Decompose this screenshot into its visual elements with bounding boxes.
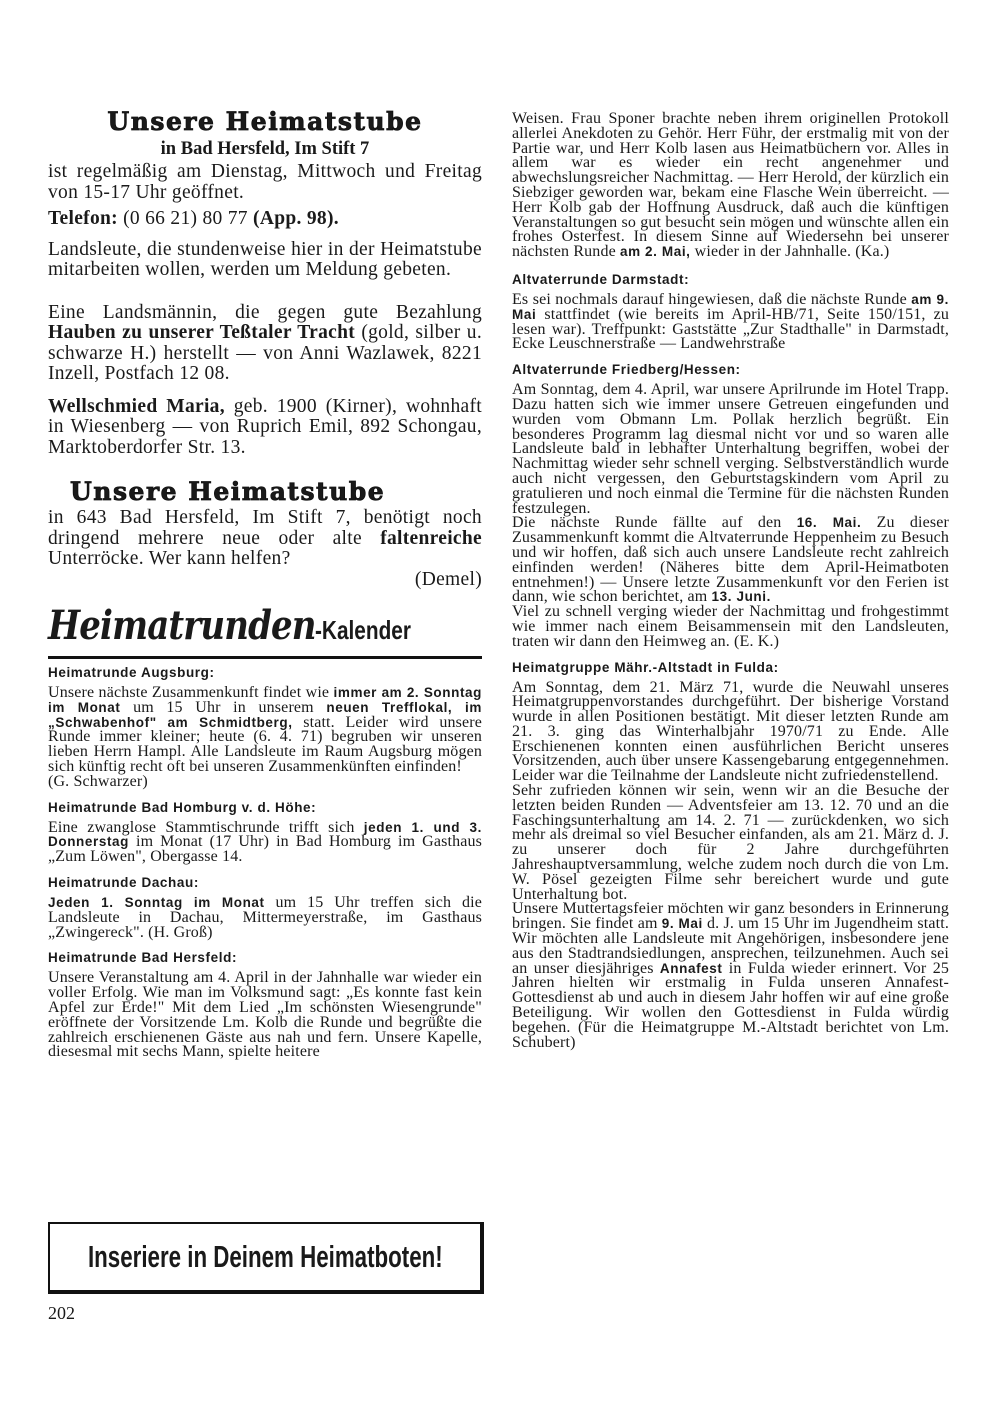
bold-text: 13. Juni. (711, 589, 771, 605)
right-sections (512, 272, 949, 1050)
text-run: (0 66 21) 80 77 (117, 208, 254, 229)
advertisement-text: Inseriere in Deinem Heimatboten! (87, 1239, 443, 1274)
text-run: Eine zwanglose Stammtischrunde trifft sich (48, 818, 364, 836)
bold-text: am 9. Mai (512, 291, 949, 322)
section-text (48, 971, 482, 1060)
divider (48, 656, 482, 659)
text-run: geb. 1900 (Kirner), wohnhaft in Wiesenberg — von Ruprich Emil, 892 Schongau, Marktoberdorfer Str. 13. (48, 395, 482, 458)
heimatstube-title-2: Unsere Heimatstube (70, 477, 386, 506)
text-run: Eine Landsmännin, die gegen gute Bezahlung (48, 301, 482, 323)
text-run: Zu dieser Zusammenkunft kommt die Altvaterrunde Heppenheim zu Besuch und wir hoffen, daß sich auch unsere Landsleute recht zahlreich einfinden werden! (Näheres bitte dem April-Heimatboten entnehmen!) — Unsere letzte Zusammenkunft vor den Ferien ist dann, wie schon berichtet, am (512, 514, 949, 606)
text-run: Unsere nächste Zusammenkunft findet wie (48, 684, 334, 701)
bold-text: 16. Mai. (796, 515, 862, 531)
unterroecke-notice (48, 508, 482, 570)
text-run: Unsere Veranstaltung am 4. April in der Jahnhalle war wieder ein voller Erfolg. Wie man im Volksmund sagt: „Es konnte fast kein Apfel zur Erde!" Mit dem Lied „Im schönsten Wiesengrunde" eröffnete der Vorsitzende Lm. Kolb die Runde und begrüßte die zahlreich erschienenen Gäste aus nah und fern. Unsere Kapelle, diesesmal mit sechs Mann, spielte heitere (48, 969, 482, 1061)
text-run: d. J. um 15 Uhr im Jugendheim statt. Wir möchten alle Landsleute mit Angehörigen, insbesondere jene aus den Stadtrandsiedlungen, ansprechen, teilzunehmen. Auch sei an unser diesjähriges (512, 915, 949, 977)
bold-text: Wellschmied Maria, (48, 395, 225, 417)
section-signature: (G. Schwarzer) (48, 772, 148, 790)
text-run: Am Sonntag, dem 21. März 71, wurde die Neuwahl unseres Heimatgruppenvorstandes durchgeführt. Der bisherige Vorstand wurde in allen Positionen bestätigt. Mit dieser letzten Runde am 21. 3. ging das Winterhalbjahr 1970/71 zu Ende. Alle Erschienenen konnten einen ausführlichen Bericht unseres Vorsitzenden, auch über unsere Kassengebarung entgegennehmen. Leider war die Teilnahme der Landsleute nicht zufriedenstellend. (512, 678, 949, 785)
wellschmied-notice (48, 397, 482, 459)
text-run: Viel zu schnell verging wieder der Nachmittag und frohgestimmt wie immer nach einem Beisammensein mit den Landsleuten, traten wir dann den Heimweg an. (E. K.) (512, 603, 949, 650)
text-run: Unterröcke. Wer kann helfen? (48, 548, 291, 569)
section-text (48, 686, 482, 775)
bold-text: 9. Mai (661, 916, 703, 932)
bold-text: Telefon: (48, 208, 118, 229)
text-run: im Monat (17 Uhr) in Bad Homburg im Gasthaus „Zum Löwen", Obergasse 14. (48, 833, 482, 866)
bold-text: jeden 1. und 3. Donnerstag (48, 819, 482, 850)
section-heading: Heimatgruppe Mähr.-Altstadt in Fulda: (512, 659, 779, 675)
text-run: Unsere Muttertagsfeier möchten wir ganz besonders in Erinnerung bringen. Sie findet am (512, 900, 949, 933)
left-sections (48, 665, 482, 1060)
section-text (512, 383, 949, 649)
bold-text: Hauben zu unserer Teßtaler Tracht (48, 322, 356, 343)
bold-text: immer am 2. Sonntag im Monat (48, 685, 483, 715)
section-text (512, 290, 949, 353)
section-heading: Heimatrunde Dachau: (48, 874, 199, 890)
text-run: stattfindet (wie bereits im April-HB/71, Seite 150/151, zu lesen war). Treffpunkt: Gaststätte „Zur Stadthalle" in Darmstadt, Ecke Leuschnerstraße — Landwehrstraße (512, 305, 949, 353)
opening-hours (48, 162, 482, 203)
text-run: Landsleute, die stundenweise hier in der Heimatstube mitarbeiten wollen, werden um Meldung gebeten. (48, 238, 482, 280)
text-run: um 15 Uhr treffen sich die Landsleute in Dachau, Mittermeyerstraße, im Gasthaus „Zwingereck". (H. Groß) (48, 893, 482, 941)
heimatrunden-kalender-logo (48, 602, 482, 654)
helpers-notice (48, 240, 482, 281)
advertisement-box (48, 1222, 484, 1294)
bold-text: Jeden 1. Sonntag im Monat (48, 894, 265, 910)
text-run: Die nächste Runde fällte auf den (512, 514, 797, 532)
text-run: Am Sonntag, dem 4. April, war unsere Aprilrunde im Hotel Trapp. Dazu hatten sich wie immer unsere Getreuen eingefunden und wurden vom Obmann Lm. Pollak herzlich begrüßt. Ein besonderes Programm lag diesmal nicht vor und so waren alle Landsleute bald in lebhafter Unterhaltung begriffen, wobei der Nachmittag wieder sehr schnell verging. Selbstverständlich wurde auch nicht vergessen, den Geburtstagskindern vom April zu gratulieren und noch einmal die Termine für die nächsten Runden festzulegen. (512, 381, 949, 517)
right-column (512, 112, 949, 1050)
text-run: Es sei nochmals darauf hingewiesen, daß die nächste Runde (512, 290, 912, 308)
bad-hersfeld-continuation (512, 112, 949, 260)
section-heading: Heimatrunde Bad Homburg v. d. Höhe: (48, 799, 317, 815)
heimatstube-address: in Bad Hersfeld, Im Stift 7 (160, 139, 370, 159)
text-run: statt. Leider wird unsere Runde immer kleiner; heute (6. 4. 71) begruben wir unseren lieben Herrn Hampl. Alle Landsleute im Raum Augsburg mögen sich künftig recht oft bei unseren Zusammenkünften einfinden! (48, 713, 482, 775)
phone-line (48, 209, 482, 230)
heimatstube-title: Unsere Heimatstube (107, 107, 423, 136)
text-run: (gold, silber u. schwarze H.) herstellt — von Anni Wazlawek, 8221 Inzell, Postfach 12 08. (48, 322, 482, 384)
hauben-notice (48, 303, 482, 385)
section-heading: Heimatrunde Augsburg: (48, 665, 215, 680)
text-run: Weisen. Frau Sponer brachte neben ihrem originellen Protokoll allerlei Anekdoten zu Gehör. Herr Führ, der erstmalig mit von der Partie war, und Herr Kolb lasen aus Heimatbüchern vor. Alles in allem war es wieder ein recht angenehmer und abwechslungsreicher Nachmittag. — Herr Herold, der kürzlich ein Siebziger geworden war, bekam eine Flasche Wein überreicht. — Herr Kolb gab der Hoffnung Ausdruck, daß auch die künftigen Veranstaltungen so gut besucht sein mögen und wünschte allen ein frohes Osterfest. In diesem Sinne auf Wiedersehn bei unserer nächsten Runde (512, 110, 949, 261)
section-heading: Altvaterrunde Darmstadt: (512, 271, 690, 287)
section-text (48, 818, 482, 866)
section-heading: Heimatrunde Bad Hersfeld: (48, 950, 238, 966)
bold-text: neuen Trefflokal, im „Schwabenhof" am Schmidtberg, (48, 699, 483, 730)
logo-suffix: -Kalender (314, 615, 411, 645)
bold-text: Annafest (659, 960, 723, 976)
text-run: ist regelmäßig am Dienstag, Mittwoch und Freitag von 15-17 Uhr geöffnet. (48, 161, 482, 203)
logo-script: Heimatrunden (48, 602, 316, 649)
section-text (48, 893, 482, 941)
left-column (48, 106, 482, 1060)
section-heading: Altvaterrunde Friedberg/Hessen: (512, 362, 741, 378)
text-run: wieder in der Jahnhalle. (Ka.) (690, 243, 890, 261)
page-number: 202 (48, 1303, 75, 1323)
bold-text: faltenreiche (380, 527, 482, 549)
section-text (512, 678, 950, 1051)
text-run: in Fulda wieder erinnert. Vor 25 Jahren hielten wir erstmalig in Fulda unseren Annafest-Gottesdienst ab und auch in diesem Jahr hoffen wir auf eine große Beteiligung. Wir wollen den Gottesdienst in Fulda würdig begehen. (Für die Heimatgruppe M.-Altstadt berichtet von Lm. Schubert) (512, 959, 950, 1051)
signature: (Demel) (414, 568, 482, 590)
text-run: Sehr zufrieden können wir sein, wenn wir an die Besuche der letzten beiden Runden — Adventsfeier am 13. 12. 70 und an die Faschingsunterhaltung am 14. 2. 71 — zurückdenken, wo sich mehr als dreimal so viel Besucher einfanden, als am 21. März d. J. zu unserer doch für 2 Jahre durchgeführten Jahreshauptversammlung, welche zudem noch durch die von Lm. W. Pösel gezeigten Filme sehr bereichert wurde und gute Unterhaltung bot. (512, 782, 949, 903)
bold-text: am 2. Mai, (620, 244, 691, 260)
text-run: um 15 Uhr in unserem (120, 698, 327, 716)
bold-text: (App. 98). (253, 208, 339, 229)
text-run: in 643 Bad Hersfeld, Im Stift 7, benötigt noch dringend mehrere neue oder alte (48, 507, 482, 549)
